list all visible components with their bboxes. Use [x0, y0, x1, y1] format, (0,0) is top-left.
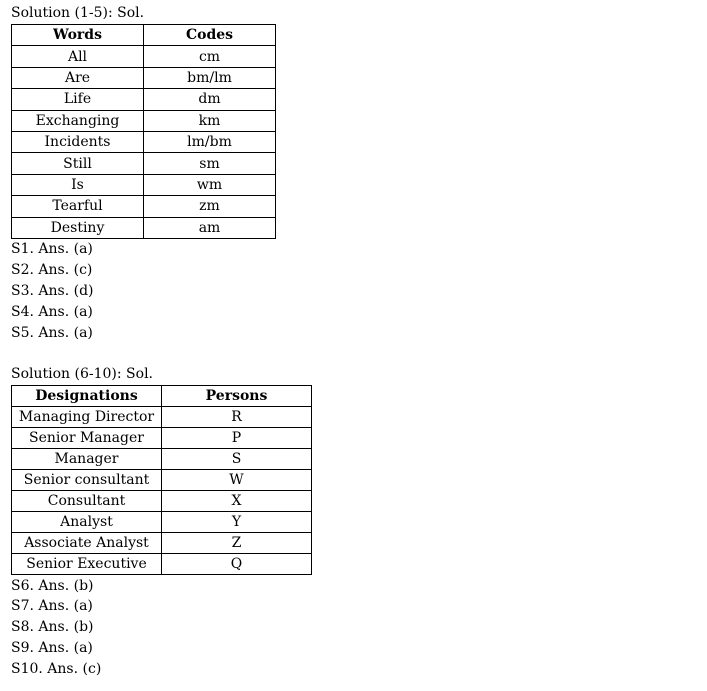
solution-6-10-heading: Solution (6-10): Sol.: [11, 366, 154, 382]
designation-cell: Managing Director: [12, 407, 162, 428]
person-cell: X: [162, 491, 312, 512]
person-cell: Y: [162, 512, 312, 533]
designation-cell: Manager: [12, 449, 162, 470]
designation-cell: Associate Analyst: [12, 533, 162, 554]
table-row: [12, 89, 276, 110]
code-cell: wm: [144, 174, 276, 195]
word-cell: Destiny: [12, 217, 144, 238]
column-header-codes: Codes: [144, 25, 276, 46]
table-row: [12, 449, 312, 470]
table-row: [12, 428, 312, 449]
code-cell: dm: [144, 89, 276, 110]
table-row: [12, 512, 312, 533]
table-row: [12, 131, 276, 152]
designation-cell: Senior consultant: [12, 470, 162, 491]
table-row: [12, 407, 312, 428]
table-row: [12, 533, 312, 554]
answer-s10: S10. Ans. (c): [11, 661, 102, 677]
table-header-row: [12, 386, 312, 407]
designation-cell: Consultant: [12, 491, 162, 512]
code-cell: bm/lm: [144, 67, 276, 88]
column-header-persons: Persons: [162, 386, 312, 407]
answer-s8: S8. Ans. (b): [11, 619, 94, 635]
person-cell: Q: [162, 554, 312, 575]
designation-cell: Analyst: [12, 512, 162, 533]
table-row: [12, 554, 312, 575]
table-row: [12, 470, 312, 491]
word-cell: Tearful: [12, 196, 144, 217]
table-row: [12, 153, 276, 174]
answer-s4: S4. Ans. (a): [11, 304, 93, 320]
word-cell: Life: [12, 89, 144, 110]
answer-s1: S1. Ans. (a): [11, 241, 93, 257]
person-cell: S: [162, 449, 312, 470]
code-cell: sm: [144, 153, 276, 174]
table-row: [12, 217, 276, 238]
table-header-row: [12, 25, 276, 46]
word-cell: Still: [12, 153, 144, 174]
code-cell: lm/bm: [144, 131, 276, 152]
word-cell: Is: [12, 174, 144, 195]
designation-cell: Senior Executive: [12, 554, 162, 575]
code-cell: cm: [144, 46, 276, 67]
person-cell: W: [162, 470, 312, 491]
table-row: [12, 46, 276, 67]
answer-s6: S6. Ans. (b): [11, 578, 94, 594]
answer-s5: S5. Ans. (a): [11, 325, 93, 341]
word-cell: Incidents: [12, 131, 144, 152]
word-cell: All: [12, 46, 144, 67]
column-header-designations: Designations: [12, 386, 162, 407]
person-cell: Z: [162, 533, 312, 554]
word-cell: Are: [12, 67, 144, 88]
table-row: [12, 196, 276, 217]
code-cell: am: [144, 217, 276, 238]
answer-s7: S7. Ans. (a): [11, 598, 93, 614]
solution-1-5-heading: Solution (1-5): Sol.: [11, 5, 145, 21]
answer-s9: S9. Ans. (a): [11, 640, 93, 656]
person-cell: P: [162, 428, 312, 449]
table-row: [12, 174, 276, 195]
person-cell: R: [162, 407, 312, 428]
table-row: [12, 110, 276, 131]
answer-s3: S3. Ans. (d): [11, 283, 94, 299]
table-row: [12, 491, 312, 512]
words-codes-table: [11, 24, 276, 239]
word-cell: Exchanging: [12, 110, 144, 131]
designations-persons-table: [11, 385, 312, 575]
column-header-words: Words: [12, 25, 144, 46]
code-cell: zm: [144, 196, 276, 217]
table-row: [12, 67, 276, 88]
answer-s2: S2. Ans. (c): [11, 262, 93, 278]
code-cell: km: [144, 110, 276, 131]
designation-cell: Senior Manager: [12, 428, 162, 449]
